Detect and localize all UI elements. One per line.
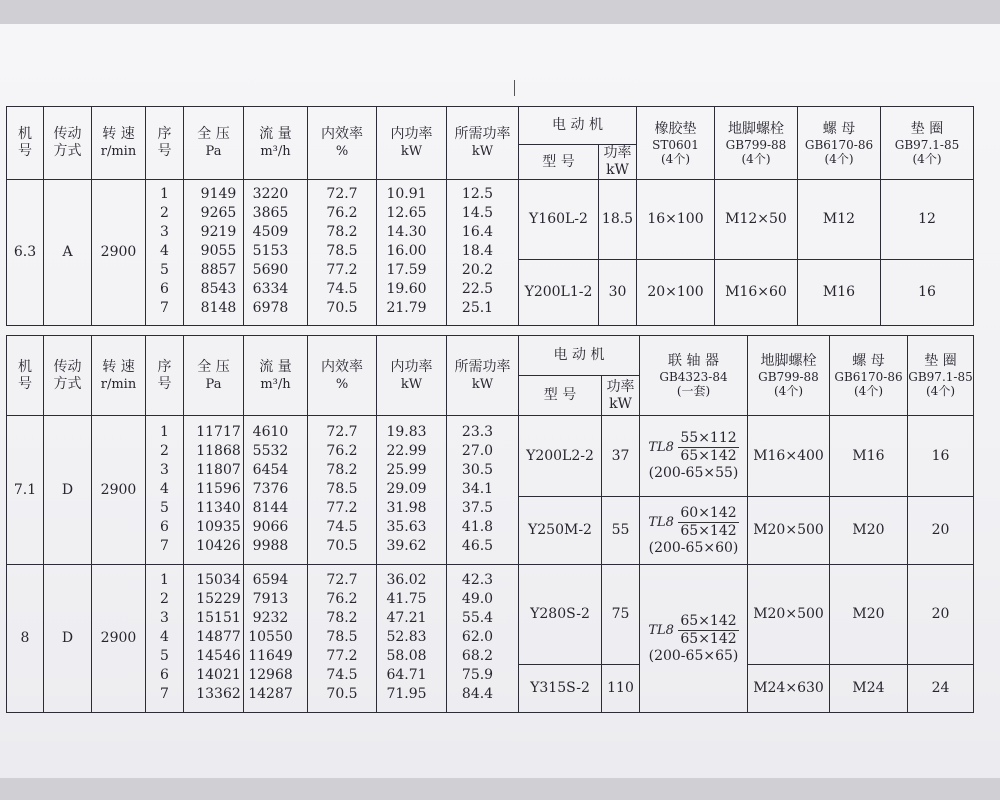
anchor-bolt-size: M16×60 <box>715 260 798 326</box>
flow-column: 6594 7913 9232 10550 11649 12968 14287 <box>244 565 308 713</box>
header-motor: 电 动 机 <box>519 336 640 376</box>
nut-size: M16 <box>830 416 908 497</box>
pressure-column: 9149 9265 9219 9055 8857 8543 8148 <box>184 180 244 326</box>
machine-number: 7.1 <box>7 416 44 565</box>
header-seq: 序 号 <box>146 336 184 416</box>
motor-power: 30 <box>599 260 637 326</box>
speed-value: 2900 <box>92 565 146 713</box>
motor-power: 110 <box>602 665 640 713</box>
header-motor-power: 功率 kW <box>602 376 640 416</box>
coupling-spec: TL8 $\frac{65\times 142}{65\times 142}$ (200-65×65) <box>640 565 748 713</box>
washer-size: 20 <box>908 565 974 665</box>
header-anchor-bolt: 地脚螺栓 GB799-88 (4个) <box>715 107 798 180</box>
efficiency-column: 72.7 76.2 78.2 78.5 77.2 74.5 70.5 <box>308 565 377 713</box>
header-flow: 流 量 m³/h <box>244 107 308 180</box>
nut-size: M12 <box>798 180 881 260</box>
header-motor-model: 型 号 <box>519 376 602 416</box>
header-drive: 传动 方式 <box>44 107 92 180</box>
internal-power-column: 19.83 22.99 25.99 29.09 31.98 35.63 39.62 <box>377 416 447 565</box>
anchor-bolt-size: M20×500 <box>748 565 830 665</box>
header-drive: 传动 方式 <box>44 336 92 416</box>
coupling-spec: TL8 $\frac{60\times 142}{65\times 142}$ (200-65×60) <box>640 497 748 565</box>
header-internal-power: 内功率 kW <box>377 107 447 180</box>
fan-spec-table-6-3 <box>6 106 974 326</box>
machine-number: 8 <box>7 565 44 713</box>
seq-column: 1 2 3 4 5 6 7 <box>146 416 184 565</box>
efficiency-column: 72.7 76.2 78.2 78.5 77.2 74.5 70.5 <box>308 180 377 326</box>
header-anchor-bolt: 地脚螺栓 GB799-88 (4个) <box>748 336 830 416</box>
rubber-pad-size: 16×100 <box>637 180 715 260</box>
required-power-column: 12.5 14.5 16.4 18.4 20.2 22.5 25.1 <box>447 180 519 326</box>
required-power-column: 42.3 49.0 55.4 62.0 68.2 75.9 84.4 <box>447 565 519 713</box>
required-power-column: 23.3 27.0 30.5 34.1 37.5 41.8 46.5 <box>447 416 519 565</box>
flow-column: 4610 5532 6454 7376 8144 9066 9988 <box>244 416 308 565</box>
coupling-spec: TL8 $\frac{55\times 112}{65\times 142}$ (200-65×55) <box>640 416 748 497</box>
motor-model: Y315S-2 <box>519 665 602 713</box>
nut-size: M20 <box>830 565 908 665</box>
nut-size: M24 <box>830 665 908 713</box>
seq-column: 1 2 3 4 5 6 7 <box>146 180 184 326</box>
efficiency-column: 72.7 76.2 78.2 78.5 77.2 74.5 70.5 <box>308 416 377 565</box>
header-efficiency: 内效率 % <box>308 107 377 180</box>
pressure-column: 15034 15229 15151 14877 14546 14021 13362 <box>184 565 244 713</box>
drive-type: A <box>44 180 92 326</box>
drive-type: D <box>44 565 92 713</box>
nut-size: M16 <box>798 260 881 326</box>
motor-model: Y200L1-2 <box>519 260 599 326</box>
anchor-bolt-size: M16×400 <box>748 416 830 497</box>
motor-power: 18.5 <box>599 180 637 260</box>
pressure-column: 11717 11868 11807 11596 11340 10935 10426 <box>184 416 244 565</box>
washer-size: 12 <box>881 180 974 260</box>
speed-value: 2900 <box>92 180 146 326</box>
header-nut: 螺 母 GB6170-86 (4个) <box>798 107 881 180</box>
anchor-bolt-size: M20×500 <box>748 497 830 565</box>
motor-model: Y160L-2 <box>519 180 599 260</box>
washer-size: 24 <box>908 665 974 713</box>
fan-spec-table-7-1-and-8 <box>6 335 974 713</box>
speed-value: 2900 <box>92 416 146 565</box>
header-nut: 螺 母 GB6170-86 (4个) <box>830 336 908 416</box>
header-pressure: 全 压 Pa <box>184 107 244 180</box>
internal-power-column: 36.02 41.75 47.21 52.83 58.08 64.71 71.95 <box>377 565 447 713</box>
header-motor-model: 型 号 <box>519 145 599 180</box>
header-speed: 转 速 r/min <box>92 107 146 180</box>
header-required-power: 所需功率 kW <box>447 336 519 416</box>
header-washer: 垫 圈 GB97.1-85 (4个) <box>881 107 974 180</box>
header-pressure: 全 压 Pa <box>184 336 244 416</box>
motor-power: 75 <box>602 565 640 665</box>
washer-size: 16 <box>881 260 974 326</box>
machine-number: 6.3 <box>7 180 44 326</box>
seq-column: 1 2 3 4 5 6 7 <box>146 565 184 713</box>
anchor-bolt-size: M24×630 <box>748 665 830 713</box>
flow-column: 3220 3865 4509 5153 5690 6334 6978 <box>244 180 308 326</box>
header-required-power: 所需功率 kW <box>447 107 519 180</box>
drive-type: D <box>44 416 92 565</box>
header-efficiency: 内效率 % <box>308 336 377 416</box>
header-motor-power: 功率 kW <box>599 145 637 180</box>
header-seq: 序 号 <box>146 107 184 180</box>
rubber-pad-size: 20×100 <box>637 260 715 326</box>
header-flow: 流 量 m³/h <box>244 336 308 416</box>
header-rubber-pad: 橡胶垫 ST0601 (4个) <box>637 107 715 180</box>
header-coupling: 联 轴 器 GB4323-84 (一套) <box>640 336 748 416</box>
header-machine: 机 号 <box>7 107 44 180</box>
margin-mark <box>514 80 515 96</box>
motor-power: 55 <box>602 497 640 565</box>
nut-size: M20 <box>830 497 908 565</box>
internal-power-column: 10.91 12.65 14.30 16.00 17.59 19.60 21.79 <box>377 180 447 326</box>
washer-size: 16 <box>908 416 974 497</box>
motor-power: 37 <box>602 416 640 497</box>
header-washer: 垫 圈 GB97.1-85 (4个) <box>908 336 974 416</box>
washer-size: 20 <box>908 497 974 565</box>
motor-model: Y280S-2 <box>519 565 602 665</box>
motor-model: Y250M-2 <box>519 497 602 565</box>
header-machine: 机 号 <box>7 336 44 416</box>
motor-model: Y200L2-2 <box>519 416 602 497</box>
header-internal-power: 内功率 kW <box>377 336 447 416</box>
header-speed: 转 速 r/min <box>92 336 146 416</box>
header-motor: 电 动 机 <box>519 107 637 145</box>
anchor-bolt-size: M12×50 <box>715 180 798 260</box>
